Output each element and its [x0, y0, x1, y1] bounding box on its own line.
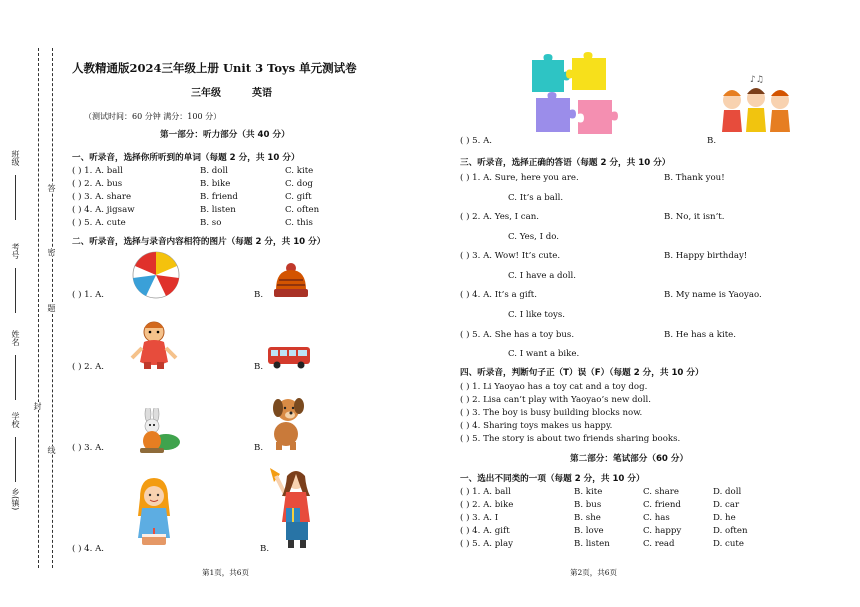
- puppy-image: [262, 394, 312, 452]
- exam-time-info: （测试时间：60 分钟 满分：100 分）: [84, 112, 222, 121]
- svg-text:♪♫: ♪♫: [750, 75, 764, 85]
- singing-children-image: [716, 72, 800, 140]
- w1-q4-b: B. love: [574, 526, 604, 536]
- s3-q3-c: C. I have a doll.: [508, 271, 576, 281]
- school-underline: [15, 437, 16, 482]
- part1-title: 第一部分：听力部分（共 40 分）: [160, 130, 290, 140]
- s1-q2-b: B. bike: [200, 179, 231, 189]
- label-exam-number: 考号: [11, 243, 20, 259]
- s1-q4-c: C. often: [285, 205, 320, 215]
- s1-q2: ( ) 2. A. bus: [72, 179, 123, 189]
- s3-q5: ( ) 5. A. She has a toy bus.: [460, 330, 575, 340]
- bunny-toy-image: [132, 408, 182, 454]
- s1-q1-b: B. doll: [200, 166, 228, 176]
- s1-q3-b: B. friend: [200, 192, 238, 202]
- s4-q4: ( ) 4. Sharing toys makes us happy.: [460, 421, 613, 431]
- w1-q2: ( ) 2. A. bike: [460, 500, 514, 510]
- s4-q1: ( ) 1. Li Yaoyao has a toy cat and a toy dog.: [460, 382, 648, 392]
- teddy-doll-image: [128, 318, 180, 372]
- s4-q3: ( ) 3. The boy is busy building blocks now.: [460, 408, 643, 418]
- exam-number-underline: [15, 268, 16, 313]
- w1-q3: ( ) 3. A. I: [460, 513, 499, 523]
- s2-q4-b: B.: [260, 544, 270, 554]
- subtitle-subject: 英语: [252, 88, 272, 99]
- s2-q1-b: B.: [254, 290, 264, 300]
- s3-q1: ( ) 1. A. Sure, here you are.: [460, 173, 579, 183]
- s2-q4: ( ) 4. A.: [72, 544, 105, 554]
- seal-char-4: 封: [33, 402, 42, 410]
- s1-q5: ( ) 5. A. cute: [72, 218, 126, 228]
- w1-q3-c: C. has: [643, 513, 670, 523]
- s3-q4-c: C. I like toys.: [508, 310, 566, 320]
- s1-q5-c: C. this: [285, 218, 313, 228]
- w1-q5: ( ) 5. A. play: [460, 539, 513, 549]
- s2-q1: ( ) 1. A.: [72, 290, 105, 300]
- knit-hat-image: [270, 262, 312, 300]
- s2-q3-b: B.: [254, 443, 264, 453]
- s3-q4-b: B. My name is Yaoyao.: [664, 290, 762, 300]
- s1-q1-c: C. kite: [285, 166, 314, 176]
- s3-q3-b: B. Happy birthday!: [664, 251, 748, 261]
- s3-q5-b: B. He has a kite.: [664, 330, 736, 340]
- girl-gift-image: [266, 466, 318, 552]
- w1-q5-d: D. cute: [713, 539, 744, 549]
- girl-cake-image: [130, 476, 178, 552]
- s4-q2: ( ) 2. Lisa can’t play with Yaoyao’s new doll.: [460, 395, 651, 405]
- s1-q3-c: C. gift: [285, 192, 312, 202]
- w1-q1: ( ) 1. A. ball: [460, 487, 511, 497]
- s3-q3: ( ) 3. A. Wow! It’s cute.: [460, 251, 561, 261]
- binding-dash-line-outer: [38, 48, 39, 568]
- beach-ball-image: [130, 250, 182, 300]
- seal-char-2: 密: [47, 248, 56, 256]
- part2-title: 第二部分：笔试部分（60 分）: [570, 454, 689, 464]
- s4-q5: ( ) 5. The story is about two friends sharing books.: [460, 434, 681, 444]
- section2-title: 二、听录音，选择与录音内容相符的图片（每题 2 分，共 10 分）: [72, 237, 326, 247]
- s1-q4: ( ) 4. A. jigsaw: [72, 205, 135, 215]
- w1-q3-d: D. he: [713, 513, 736, 523]
- label-school: 学校: [11, 412, 20, 428]
- w1-q1-b: B. kite: [574, 487, 603, 497]
- s1-q4-b: B. listen: [200, 205, 236, 215]
- page-title: 人教精通版2024三年级上册 Unit 3 Toys 单元测试卷: [72, 61, 357, 75]
- w1-q2-b: B. bus: [574, 500, 602, 510]
- red-bus-image: [266, 344, 312, 370]
- w1-q4-d: D. often: [713, 526, 748, 536]
- w1-q5-c: C. read: [643, 539, 675, 549]
- s3-q4: ( ) 4. A. It’s a gift.: [460, 290, 537, 300]
- section1-title: 一、听录音，选择你所听到的单词（每题 2 分，共 10 分）: [72, 153, 300, 163]
- s1-q3: ( ) 3. A. share: [72, 192, 132, 202]
- subtitle-grade: 三年级: [191, 88, 221, 99]
- left-page-footer: 第1页，共6页: [202, 568, 250, 577]
- w1-q4: ( ) 4. A. gift: [460, 526, 510, 536]
- label-name: 姓名: [11, 330, 20, 346]
- label-class: 班级: [11, 150, 20, 166]
- written-section1-title: 一、选出不同类的一项（每题 2 分，共 10 分）: [460, 474, 645, 484]
- w1-q3-b: B. she: [574, 513, 601, 523]
- w1-q2-d: D. car: [713, 500, 740, 510]
- w1-q5-b: B. listen: [574, 539, 610, 549]
- class-underline: [15, 175, 16, 220]
- s1-q1: ( ) 1. A. ball: [72, 166, 123, 176]
- section4-title: 四、听录音，判断句子正（T）误（F）（每题 2 分，共 10 分）: [460, 368, 704, 378]
- w1-q4-c: C. happy: [643, 526, 682, 536]
- label-town: 乡(镇): [11, 488, 20, 511]
- seal-char-1: 答: [47, 184, 56, 192]
- s2-q5: ( ) 5. A.: [460, 136, 493, 146]
- section3-title: 三、听录音，选择正确的答语（每题 2 分，共 10 分）: [460, 158, 671, 168]
- s2-q3: ( ) 3. A.: [72, 443, 105, 453]
- s3-q2-c: C. Yes, I do.: [508, 232, 559, 242]
- w1-q2-c: C. friend: [643, 500, 681, 510]
- s3-q2: ( ) 2. A. Yes, I can.: [460, 212, 539, 222]
- s2-q2-b: B.: [254, 362, 264, 372]
- w1-q1-d: D. doll: [713, 487, 742, 497]
- s2-q5-b: B.: [707, 136, 717, 146]
- w1-q1-c: C. share: [643, 487, 679, 497]
- right-page-footer: 第2页，共6页: [570, 568, 618, 577]
- s3-q5-c: C. I want a bike.: [508, 349, 580, 359]
- s1-q2-c: C. dog: [285, 179, 313, 189]
- jigsaw-puzzle-image: [528, 52, 618, 138]
- s3-q1-c: C. It’s a ball.: [508, 193, 564, 203]
- s1-q5-b: B. so: [200, 218, 222, 228]
- name-underline: [15, 355, 16, 400]
- seal-char-5: 线: [47, 446, 56, 454]
- s3-q2-b: B. No, it isn’t.: [664, 212, 725, 222]
- seal-char-3: 题: [47, 304, 56, 312]
- s2-q2: ( ) 2. A.: [72, 362, 105, 372]
- s3-q1-b: B. Thank you!: [664, 173, 725, 183]
